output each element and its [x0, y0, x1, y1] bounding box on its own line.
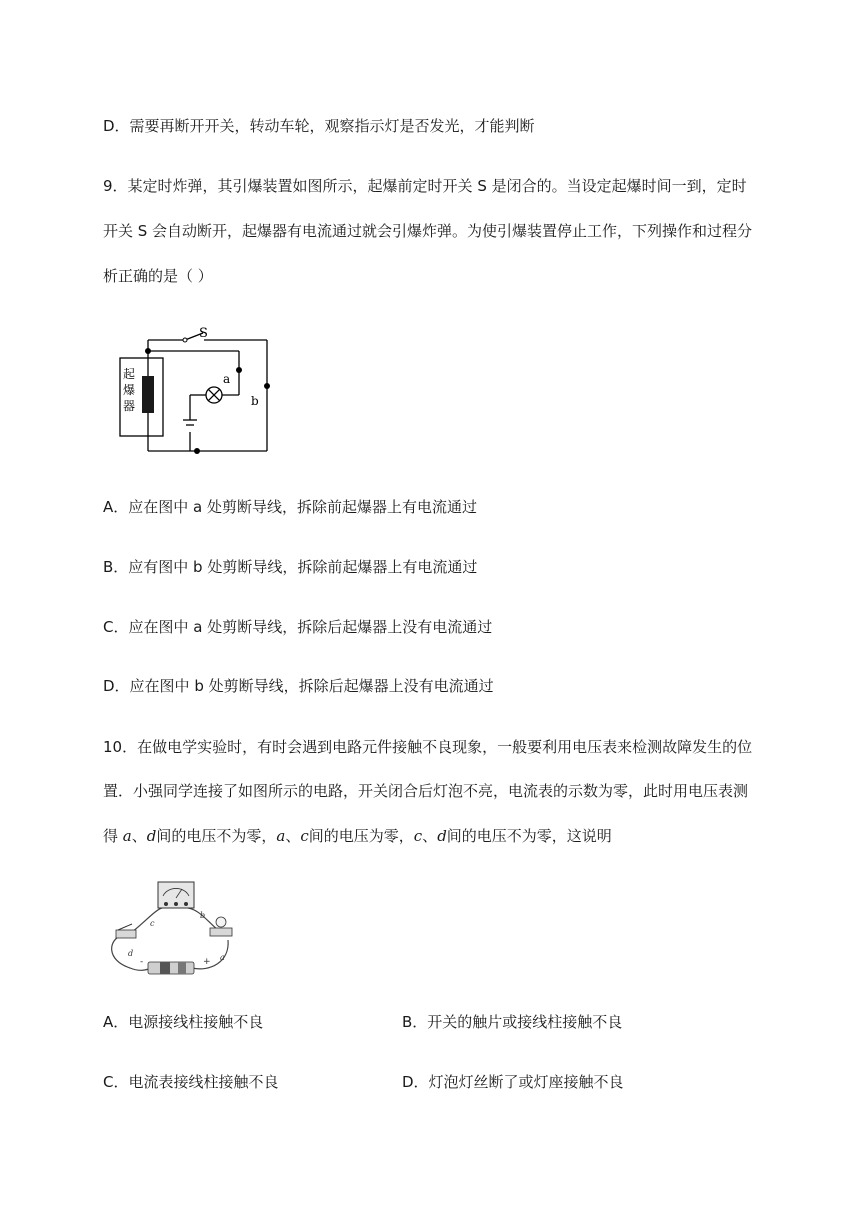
q9-stem-line-3: 析正确的是（ ） [103, 267, 213, 285]
point-a-label: a [223, 372, 231, 386]
detonator-circuit-diagram [110, 318, 280, 458]
label-b: b [200, 911, 206, 920]
q8-option-d: D．需要再断开开关，转动车轮，观察指示灯是否发光，才能判断 [103, 117, 535, 135]
q10-stem-line-3: 得 a、d间的电压不为零，a、c间的电压为零，c、d间的电压不为零，这说明 [103, 827, 612, 845]
label-c: c [150, 919, 155, 928]
q10-option-d: D．灯泡灯丝断了或灯座接触不良 [402, 1073, 624, 1091]
q9-option-a: A．应在图中 a 处剪断导线，拆除前起爆器上有电流通过 [103, 498, 477, 516]
label-d: d [128, 949, 134, 958]
var-d: d [146, 827, 157, 845]
device-label-1: 起 [123, 367, 136, 381]
q9-option-c: C．应在图中 a 处剪断导线，拆除后起爆器上没有电流通过 [103, 618, 493, 636]
q10-option-b: B．开关的触片或接线柱接触不良 [402, 1013, 623, 1031]
var-c: c [413, 827, 423, 845]
label-a: a [220, 953, 225, 962]
var-a: a [122, 827, 132, 845]
q9-option-b: B．应有图中 b 处剪断导线，拆除前起爆器上有电流通过 [103, 558, 478, 576]
q10-option-a: A．电源接线柱接触不良 [103, 1013, 264, 1031]
q9-stem-line-1: 9．某定时炸弹，其引爆装置如图所示，起爆前定时开关 S 是闭合的。当设定起爆时间一到，定时 [103, 177, 747, 195]
plus-label: + [203, 957, 211, 967]
q10-stem-line-1: 10．在做电学实验时，有时会遇到电路元件接触不良现象，一般要利用电压表来检测故障发生的位 [103, 738, 753, 756]
switch-label: S [199, 326, 208, 341]
var-a: a [276, 827, 286, 845]
q9-option-d: D．应在图中 b 处剪断导线，拆除后起爆器上没有电流通过 [103, 677, 494, 695]
q10-stem-line-2: 置．小强同学连接了如图所示的电路，开关闭合后灯泡不亮，电流表的示数为零，此时用电压表测 [103, 782, 749, 800]
device-label-2: 爆 [123, 383, 136, 397]
q9-stem-line-2: 开关 S 会自动断开，起爆器有电流通过就会引爆炸弹。为使引爆装置停止工作，下列操作和过程分 [103, 222, 753, 240]
minus-label: - [140, 957, 144, 967]
device-label-3: 器 [123, 399, 136, 413]
experiment-circuit-photo [100, 880, 240, 980]
point-b-label: b [251, 394, 259, 408]
q10-option-c: C．电流表接线柱接触不良 [103, 1073, 279, 1091]
var-c: c [300, 827, 309, 845]
var-d: d [437, 827, 447, 845]
